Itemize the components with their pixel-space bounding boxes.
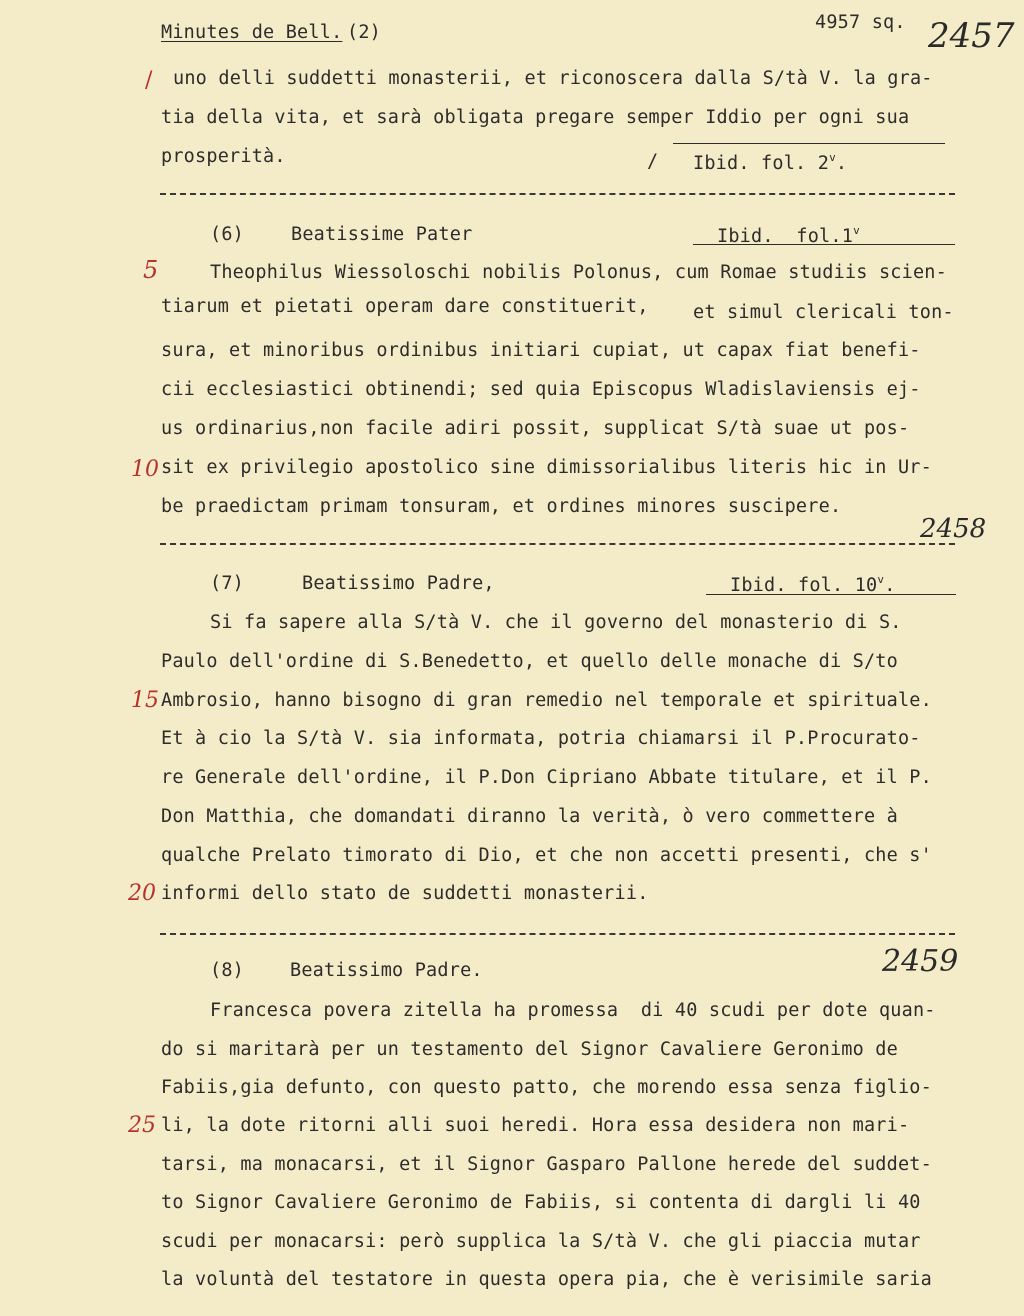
section-7-number: (7) (210, 573, 245, 594)
margin-line-number: 20 (128, 881, 156, 906)
text-line: scudi per monacarsi: però supplica la S/tà V. che gli piaccia mutar (161, 1231, 921, 1252)
text-line: la voluntà del testatore in questa opera pia, che è verisimile saria (161, 1269, 932, 1290)
text-line: be praedictam primam tonsuram, et ordines minores suscipere. (161, 496, 842, 517)
handwritten-page-number: 2457 (928, 16, 1015, 56)
margin-line-number: 10 (131, 457, 159, 482)
text-line: tia della vita, et sarà obligata pregare semper Iddio per ogni sua (161, 107, 910, 128)
text-line: informi dello stato de suddetti monasterii. (161, 883, 649, 904)
ibid-slash: / (647, 151, 659, 172)
section-8-address: Beatissimo Padre. (290, 960, 483, 981)
text-line: uno delli suddetti monasterii, et riconoscera dalla S/tà V. la gra- (173, 68, 933, 89)
text-line: Paulo dell'ordine di S.Benedetto, et quello delle monache di S/to (161, 651, 898, 672)
handwritten-number: 2458 (920, 514, 987, 544)
dashed-separator (160, 933, 955, 935)
text-line: us ordinarius,non facile adiri possit, supplicat S/tà suae ut pos- (161, 418, 910, 439)
ibid-reference: Ibid. fol. 2$^v$. (693, 151, 848, 174)
margin-line-number: 5 (143, 256, 159, 284)
section-6-ibid: Ibid. fol.1$^v$ (717, 224, 860, 247)
text-line: tarsi, ma monacarsi, et il Signor Gasparo Pallone herede del suddet- (161, 1154, 932, 1175)
text-line: Theophilus Wiessoloschi nobilis Polonus, cum Romae studiis scien- (210, 262, 947, 283)
dashed-separator (160, 193, 955, 195)
text-line: re Generale dell'ordine, il P.Don Cipriano Abbate titulare, et il P. (161, 767, 932, 788)
margin-slash: / (145, 68, 153, 93)
ibid-underline (693, 244, 955, 245)
section-7-ibid: Ibid. fol. 10$^v$. (730, 573, 896, 596)
text-line: Ambrosio, hanno bisogno di gran remedio nel temporale et spirituale. (161, 690, 932, 711)
text-line: prosperità. (161, 146, 286, 167)
text-line: do si maritarà per un testamento del Signor Cavaliere Geronimo de (161, 1039, 898, 1060)
text-line: et simul clericali ton- (693, 302, 954, 323)
text-line: sit ex privilegio apostolico sine dimissorialibus literis hic in Ur- (161, 457, 932, 478)
margin-line-number: 15 (131, 688, 159, 713)
text-line: Don Matthia, che domandati diranno la verità, ò vero commettere à (161, 806, 898, 827)
text-line: qualche Prelato timorato di Dio, et che non accetti presenti, che s' (161, 845, 932, 866)
header-reference: 4957 sq. (815, 12, 906, 33)
section-8-number: (8) (210, 960, 245, 981)
ibid-overline (673, 143, 945, 144)
header-part: (2) (347, 22, 382, 43)
text-line: to Signor Cavaliere Geronimo de Fabiis, si contenta di dargli li 40 (161, 1192, 921, 1213)
text-line: Fabiis,gia defunto, con questo patto, che morendo essa senza figlio- (161, 1077, 932, 1098)
ibid-underline (706, 594, 956, 595)
handwritten-number: 2459 (882, 944, 959, 979)
text-line: cii ecclesiastici obtinendi; sed quia Episcopus Wladislaviensis ej- (161, 379, 921, 400)
section-7-address: Beatissimo Padre, (302, 573, 495, 594)
text-line: li, la dote ritorni alli suoi heredi. Hora essa desidera non mari- (161, 1115, 910, 1136)
section-6-number: (6) (210, 224, 245, 245)
margin-line-number: 25 (128, 1113, 156, 1138)
header-title: Minutes de Bell. (161, 22, 343, 43)
text-line: sura, et minoribus ordinibus initiari cupiat, ut capax fiat benefi- (161, 340, 921, 361)
dashed-separator (160, 543, 955, 545)
text-line: tiarum et pietati operam dare constituerit, (161, 296, 649, 317)
section-6-address: Beatissime Pater (291, 224, 473, 245)
text-line: Si fa sapere alla S/tà V. che il governo del monasterio di S. (210, 612, 902, 633)
text-line: Et à cio la S/tà V. sia informata, potria chiamarsi il P.Procurato- (161, 728, 921, 749)
text-line: Francesca povera zitella ha promessa di 40 scudi per dote quan- (210, 1000, 936, 1021)
